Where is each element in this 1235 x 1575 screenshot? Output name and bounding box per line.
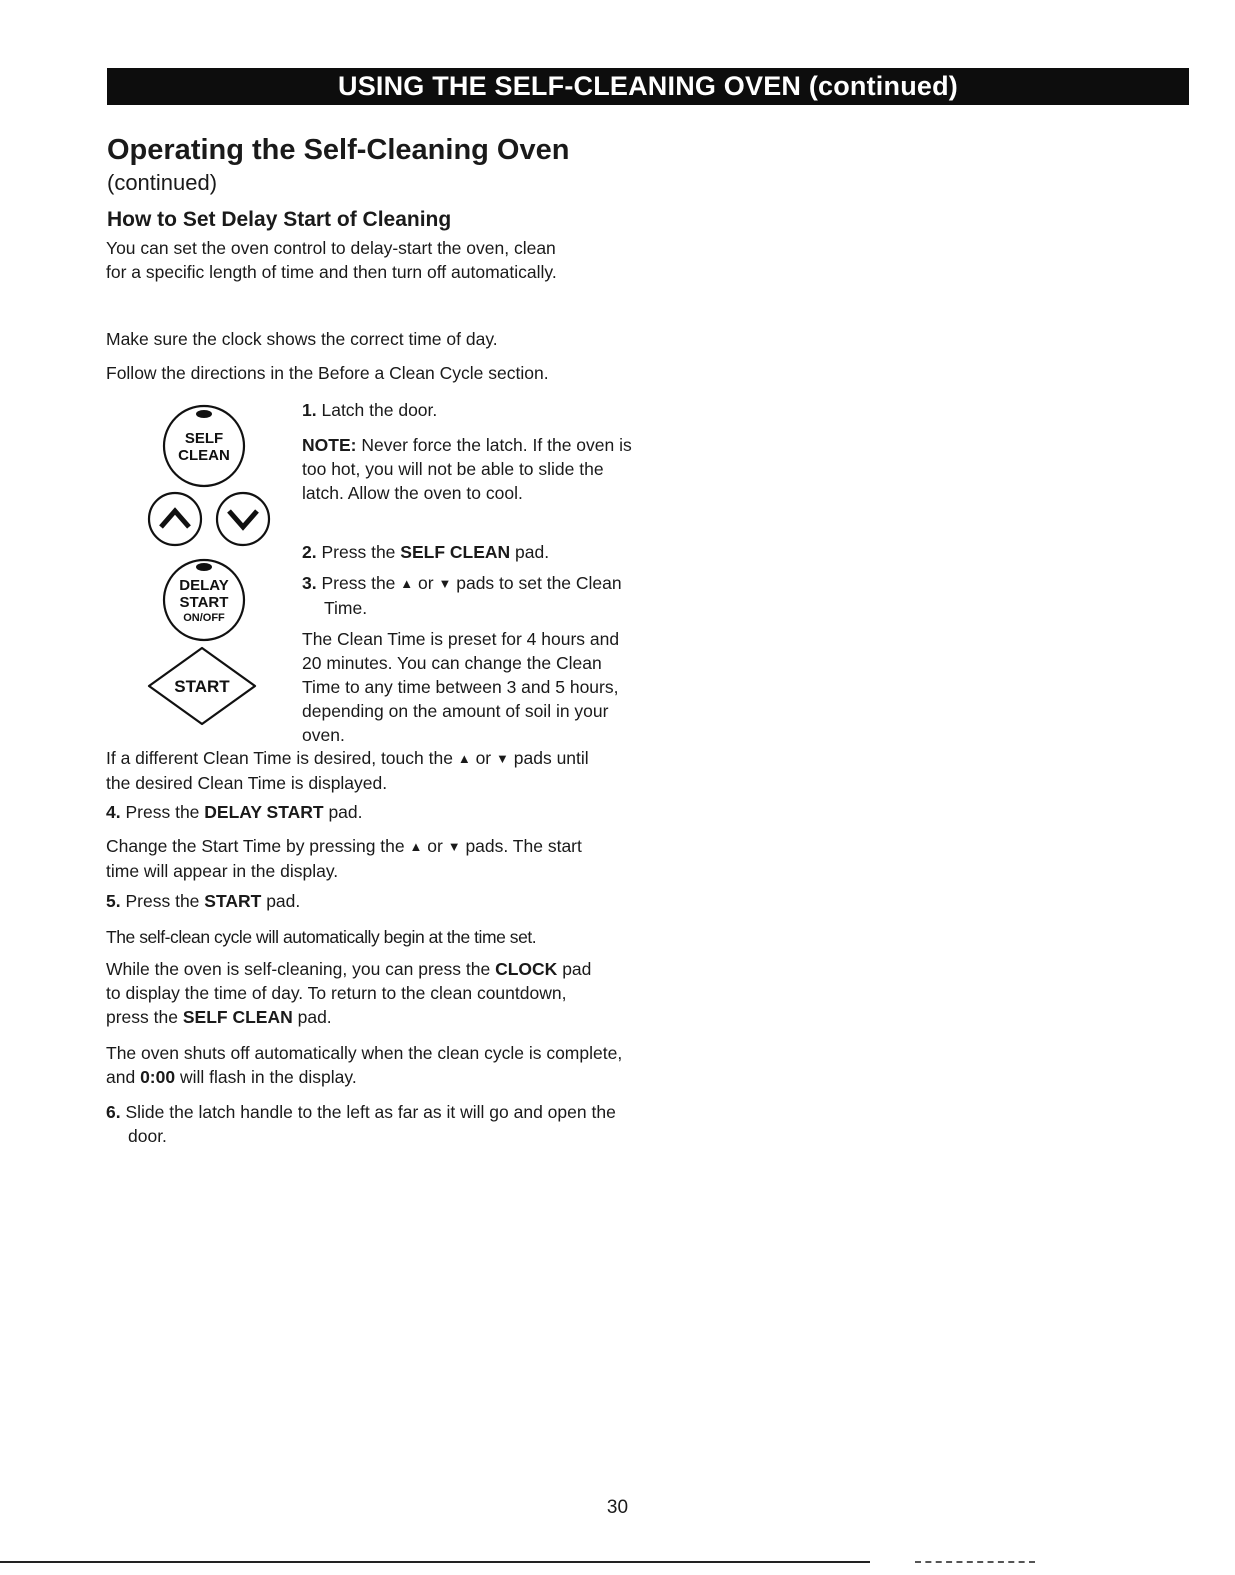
step-2: 2. Press the SELF CLEAN pad. bbox=[302, 542, 550, 562]
step-6: 6. Slide the latch handle to the left as far as it will go and open the door. bbox=[106, 1102, 616, 1146]
self-clean-pad-line2: CLEAN bbox=[178, 447, 230, 464]
delay-start-pad-line2: START bbox=[179, 594, 229, 611]
clock-note: Make sure the clock shows the correct time of day. bbox=[106, 329, 498, 349]
delay-start-pad-line1: DELAY bbox=[179, 577, 229, 594]
self-clean-pad-line1: SELF bbox=[184, 430, 224, 447]
bottom-rule-dashed bbox=[915, 1561, 1035, 1563]
step-1 bbox=[302, 398, 632, 422]
step-3: 3. Press the ▲ or ▼ pads to set the Clean Time. bbox=[302, 573, 622, 618]
step-5-number: 5. bbox=[106, 891, 121, 911]
step-4: 4. Press the DELAY START pad. bbox=[106, 802, 363, 822]
up-triangle-icon: ▲ bbox=[400, 576, 414, 591]
section-heading: How to Set Delay Start of Cleaning bbox=[107, 208, 452, 231]
down-triangle-icon: ▼ bbox=[438, 576, 452, 591]
step-6-number: 6. bbox=[106, 1102, 121, 1122]
page-title: Operating the Self-Cleaning Oven bbox=[107, 134, 570, 166]
section-banner: USING THE SELF-CLEANING OVEN (continued) bbox=[107, 68, 1189, 105]
start-pad-label: START bbox=[174, 677, 230, 696]
down-arrow-pad-icon bbox=[214, 490, 274, 555]
step-5: 5. Press the START pad. bbox=[106, 891, 301, 911]
note-text: Never force the latch. If the oven is too hot, you will not be able to slide the latch. Allow the oven to cool. bbox=[302, 435, 632, 503]
while-cleaning-paragraph: While the oven is self-cleaning, you can press the CLOCK pad to display the time of day. To return to the clean countdown, press the SELF CLEAN pad. bbox=[106, 959, 592, 1027]
begin-paragraph: The self-clean cycle will automatically begin at the time set. bbox=[106, 927, 537, 947]
step-2-number: 2. bbox=[302, 542, 317, 562]
note-label: NOTE: bbox=[302, 435, 357, 455]
delay-start-pad-icon bbox=[160, 552, 260, 649]
delay-start-pad-ref: DELAY START bbox=[204, 802, 324, 822]
self-clean-pad-icon bbox=[160, 398, 260, 495]
start-pad-ref: START bbox=[204, 891, 262, 911]
preset-paragraph: The Clean Time is preset for 4 hours and 20 minutes. You can change the Clean Time to any time between 3 and 5 hours, depending on the amount of soil in your oven. bbox=[302, 629, 620, 745]
down-triangle-icon: ▼ bbox=[496, 751, 509, 766]
step-1-number: 1. bbox=[302, 400, 317, 420]
follow-note: Follow the directions in the Before a Clean Cycle section. bbox=[106, 363, 549, 383]
page-number: 30 bbox=[606, 1497, 629, 1518]
down-triangle-icon: ▼ bbox=[447, 839, 461, 854]
self-clean-pad-ref: SELF CLEAN bbox=[400, 542, 511, 562]
bottom-rule bbox=[0, 1561, 870, 1563]
intro-paragraph: You can set the oven control to delay-start the oven, clean for a specific length of time and then turn off automatically. bbox=[106, 238, 557, 282]
different-time-paragraph: If a different Clean Time is desired, touch the ▲ or ▼ pads until the desired Clean Time is displayed. bbox=[106, 748, 589, 793]
step-4-number: 4. bbox=[106, 802, 121, 822]
step-1-text: Latch the door. bbox=[321, 400, 438, 420]
note-paragraph bbox=[302, 433, 632, 505]
step-3-number: 3. bbox=[302, 573, 317, 593]
delay-start-pad-line3: ON/OFF bbox=[183, 612, 225, 624]
up-arrow-pad-icon bbox=[146, 490, 206, 555]
start-pad-icon bbox=[143, 644, 263, 733]
up-triangle-icon: ▲ bbox=[409, 839, 423, 854]
change-start-paragraph: Change the Start Time by pressing the ▲ or ▼ pads. The start time will appear in the display. bbox=[106, 836, 582, 881]
page-subtitle: (continued) bbox=[107, 170, 218, 195]
up-triangle-icon: ▲ bbox=[457, 751, 471, 766]
shutoff-paragraph: The oven shuts off automatically when the clean cycle is complete, and 0:00 will flash in the display. bbox=[106, 1043, 623, 1087]
